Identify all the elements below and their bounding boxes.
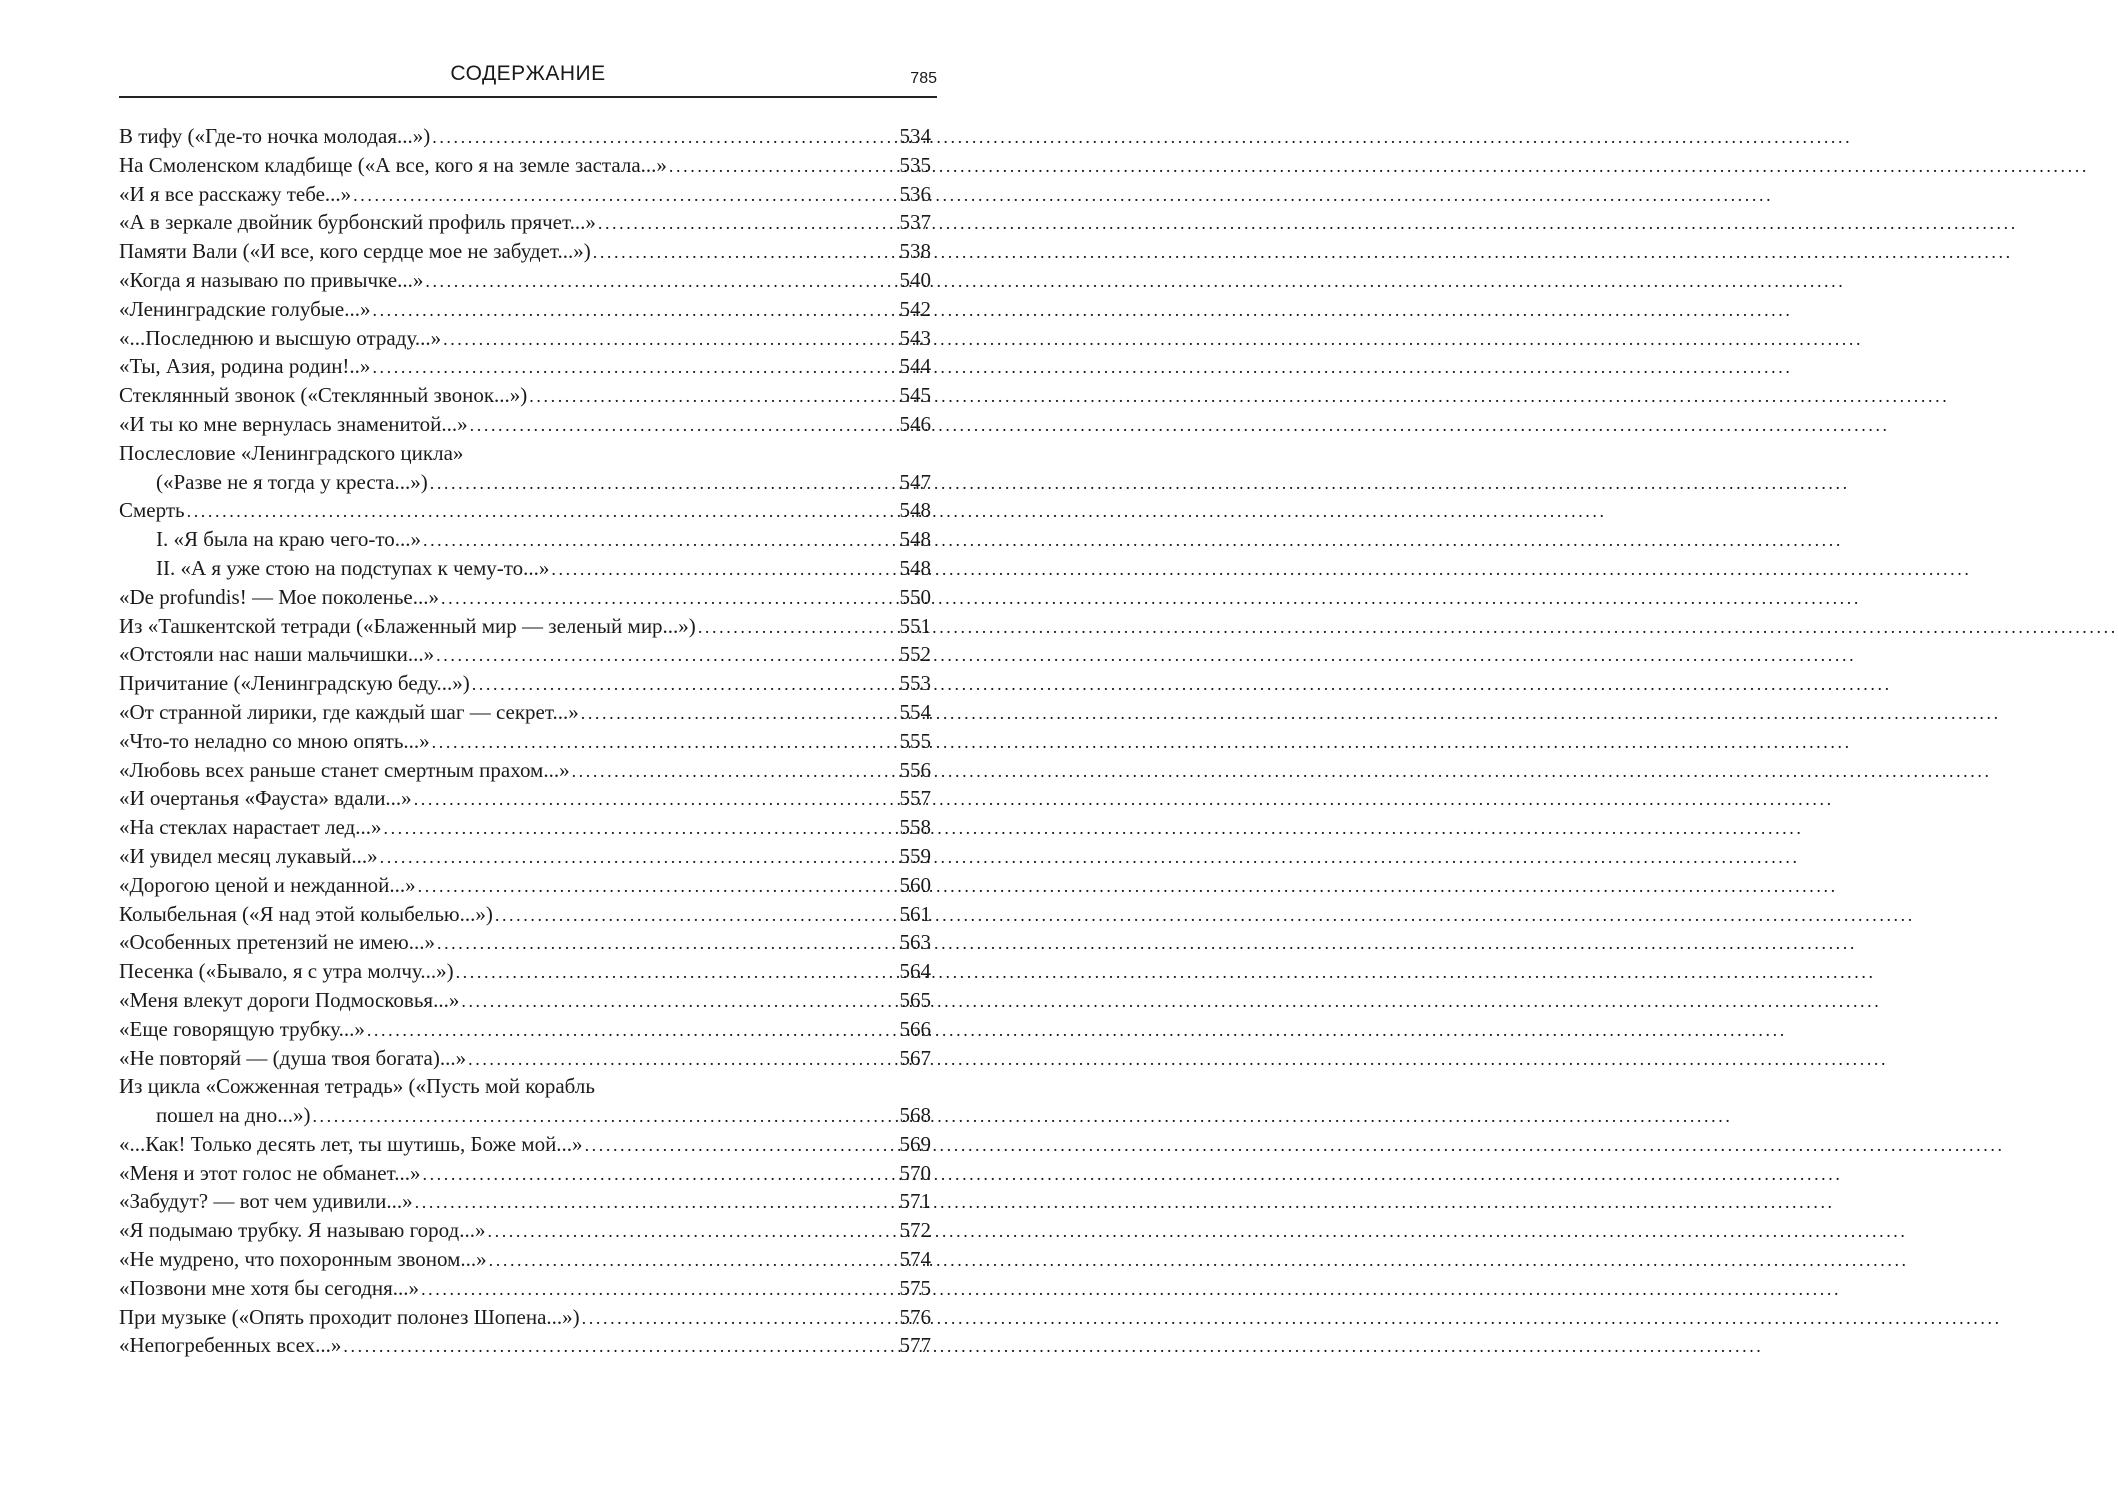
toc-entry: [119, 614, 931, 643]
page-title: СОДЕРЖАНИЕ: [450, 62, 606, 85]
table-of-contents: [119, 124, 931, 1362]
toc-entry: [119, 729, 931, 758]
toc-entry-title: I. «Я была на краю чего-то...»: [156, 527, 421, 552]
dot-leader: [529, 386, 897, 407]
toc-entry: [119, 527, 931, 556]
toc-entry: [119, 498, 931, 527]
toc-entry-title: Памяти Вали («И все, кого сердце мое не забудет...»): [119, 239, 591, 264]
page-number: 785: [910, 70, 937, 87]
toc-entry-title: «Ленинградские голубые...»: [119, 296, 371, 321]
dot-leader: [353, 185, 897, 206]
toc-entry: [119, 441, 931, 470]
toc-entry-title: «Ты, Азия, родина родин!..»: [119, 354, 371, 379]
toc-entry: [119, 1017, 931, 1046]
toc-entry-page: 543: [899, 325, 931, 350]
toc-entry-page: 560: [899, 872, 931, 897]
dot-leader: [443, 329, 897, 350]
toc-entry: [119, 873, 931, 902]
dot-leader: [436, 645, 897, 666]
toc-entry-page: 542: [899, 296, 931, 321]
toc-entry: [119, 1333, 931, 1362]
toc-entry-page: 568: [899, 1103, 931, 1128]
toc-entry-title: «И очертанья «Фауста» вдали...»: [119, 786, 412, 811]
toc-entry-page: 558: [899, 815, 931, 840]
toc-entry-page: 557: [899, 786, 931, 811]
toc-entry-page: 553: [899, 671, 931, 696]
toc-entry-page: 548: [899, 527, 931, 552]
dot-leader: [598, 213, 898, 234]
dot-leader: [572, 761, 898, 782]
toc-entry: [119, 1247, 931, 1276]
toc-entry: [119, 786, 931, 815]
toc-entry: [119, 988, 931, 1017]
toc-entry: [119, 815, 931, 844]
dot-leader: [581, 703, 898, 724]
toc-entry-page: 548: [899, 498, 931, 523]
toc-entry-page: 561: [899, 901, 931, 926]
dot-leader: [343, 1336, 897, 1357]
dot-leader: [187, 501, 898, 522]
toc-entry: [119, 642, 931, 671]
toc-entry: [119, 930, 931, 959]
toc-entry-page: 570: [899, 1160, 931, 1185]
toc-entry-title: «И увидел месяц лукавый...»: [119, 843, 378, 868]
toc-entry: [119, 1276, 931, 1305]
toc-entry-page: 546: [899, 411, 931, 436]
toc-entry-title: Смерть: [119, 498, 185, 523]
dot-leader: [430, 473, 898, 494]
toc-entry: [119, 470, 931, 499]
toc-entry-title: «Непогребенных всех...»: [119, 1333, 342, 1358]
toc-entry: [119, 1046, 931, 1075]
dot-leader: [422, 1164, 897, 1185]
dot-leader: [414, 789, 898, 810]
toc-entry-page: 576: [899, 1304, 931, 1329]
dot-leader: [470, 415, 898, 436]
toc-entry: [119, 1074, 931, 1103]
toc-entry: [119, 268, 931, 297]
toc-entry: [119, 844, 931, 873]
toc-entry-title: Песенка («Бывало, я с утра молчу...»): [119, 959, 454, 984]
dot-leader: [367, 1020, 898, 1041]
toc-entry-page: 534: [899, 124, 931, 148]
toc-entry-page: 551: [899, 613, 931, 638]
dot-leader: [698, 617, 898, 638]
toc-entry: [119, 383, 931, 412]
dot-leader: [468, 1049, 897, 1070]
toc-entry-title: На Смоленском кладбище («А все, кого я на земле застала...»: [119, 152, 667, 177]
dot-leader: [472, 674, 898, 695]
dot-leader: [461, 991, 897, 1012]
dot-leader: [418, 876, 898, 897]
toc-entry-page: 550: [899, 584, 931, 609]
toc-entry: [119, 153, 931, 182]
dot-leader: [593, 242, 898, 263]
toc-entry-page: 555: [899, 728, 931, 753]
toc-entry: [119, 354, 931, 383]
toc-entry-title: «Отстояли нас наши мальчишки...»: [119, 642, 435, 667]
toc-entry-title: «Меня и этот голос не обманет...»: [119, 1160, 421, 1185]
dot-leader: [312, 1106, 897, 1127]
toc-entry-title: «Любовь всех раньше станет смертным прахом...»: [119, 757, 570, 782]
toc-entry: [119, 556, 931, 585]
toc-entry: [119, 671, 931, 700]
toc-entry-title: «De profundis! — Мое поколенье...»: [119, 584, 439, 609]
toc-entry-title: «И ты ко мне вернулась знаменитой...»: [119, 411, 468, 436]
toc-entry-title: «Позвони мне хотя бы сегодня...»: [119, 1275, 420, 1300]
toc-entry-title: «На стеклах нарастает лед...»: [119, 815, 382, 840]
toc-entry-page: 544: [899, 354, 931, 379]
toc-entry-page: 574: [899, 1247, 931, 1272]
dot-leader: [441, 588, 898, 609]
toc-entry: [119, 1305, 931, 1334]
dot-leader: [585, 1135, 898, 1156]
toc-entry: [119, 210, 931, 239]
toc-entry: [119, 1103, 931, 1132]
toc-entry-title: «От странной лирики, где каждый шаг — секрет...»: [119, 699, 579, 724]
dot-leader: [432, 127, 897, 148]
toc-entry: [119, 239, 931, 268]
toc-entry-title: «Я подымаю трубку. Я называю город...»: [119, 1218, 486, 1243]
toc-entry-page: 540: [899, 267, 931, 292]
toc-entry-title: «Еще говорящую трубку...»: [119, 1016, 365, 1041]
toc-entry-page: 569: [899, 1131, 931, 1156]
dot-leader: [423, 530, 898, 551]
toc-entry: [119, 1218, 931, 1247]
toc-entry-title: «...Как! Только десять лет, ты шутишь, Боже мой...»: [119, 1131, 583, 1156]
toc-entry-title: «Что-то неладно со мною опять...»: [119, 728, 430, 753]
toc-entry-page: 537: [899, 210, 931, 235]
toc-entry-title: «Когда я называю по привычке...»: [119, 267, 424, 292]
toc-entry-page: 566: [899, 1016, 931, 1041]
dot-leader: [437, 933, 898, 954]
toc-entry: [119, 1132, 931, 1161]
dot-leader: [415, 1192, 898, 1213]
toc-entry: [119, 124, 931, 153]
toc-entry: [119, 297, 931, 326]
toc-entry-page: 535: [899, 152, 931, 177]
dot-leader: [669, 156, 898, 177]
toc-entry-page: 545: [899, 383, 931, 408]
toc-entry-title: «Забудут? — вот чем удивили...»: [119, 1189, 413, 1214]
dot-leader: [372, 300, 897, 321]
toc-entry-page: 559: [899, 843, 931, 868]
toc-entry-title: «Дорогою ценой и нежданной...»: [119, 872, 416, 897]
toc-entry-page: 577: [899, 1333, 931, 1358]
toc-entry-title: «Меня влекут дороги Подмосковья...»: [119, 987, 460, 1012]
toc-entry: [119, 585, 931, 614]
dot-leader: [432, 732, 898, 753]
toc-entry-page: 538: [899, 239, 931, 264]
toc-entry-title: При музыке («Опять проходит полонез Шопена...»): [119, 1304, 580, 1329]
toc-entry-title: Причитание («Ленинградскую беду...»): [119, 671, 470, 696]
toc-entry-page: 572: [899, 1218, 931, 1243]
dot-leader: [489, 1250, 898, 1271]
toc-entry-title: («Разве не я тогда у креста...»): [156, 469, 428, 494]
page-header: [119, 58, 937, 98]
toc-entry-title: Из «Ташкентской тетради («Блаженный мир — зеленый мир...»): [119, 613, 696, 638]
toc-entry-title: «Не повторяй — (душа твоя богата)...»: [119, 1045, 467, 1070]
toc-entry-page: 564: [899, 959, 931, 984]
toc-entry-page: 565: [899, 987, 931, 1012]
dot-leader: [582, 1308, 898, 1329]
toc-entry-title: II. «А я уже стою на подступах к чему-то...»: [156, 555, 550, 580]
dot-leader: [421, 1279, 897, 1300]
toc-entry-page: 556: [899, 757, 931, 782]
toc-entry: [119, 326, 931, 355]
toc-entry-title: «И я все расскажу тебе...»: [119, 181, 352, 206]
dot-leader: [551, 559, 897, 580]
toc-entry: [119, 412, 931, 441]
toc-entry-title: В тифу («Где-то ночка молодая...»): [119, 124, 431, 148]
toc-entry-page: 536: [899, 181, 931, 206]
toc-entry-title: Стеклянный звонок («Стеклянный звонок...»): [119, 383, 528, 408]
toc-entry-title: Послесловие «Ленинградского цикла»: [119, 440, 464, 465]
toc-entry-page: 563: [899, 930, 931, 955]
toc-entry-page: 571: [899, 1189, 931, 1214]
toc-entry: [119, 959, 931, 988]
dot-leader: [380, 847, 898, 868]
toc-entry-page: 567: [899, 1045, 931, 1070]
toc-entry-page: 552: [899, 642, 931, 667]
dot-leader: [383, 818, 897, 839]
toc-entry-title: Колыбельная («Я над этой колыбелью...»): [119, 901, 493, 926]
toc-entry: [119, 700, 931, 729]
toc-entry: [119, 182, 931, 211]
toc-entry-page: 554: [899, 699, 931, 724]
toc-entry-page: 547: [899, 469, 931, 494]
dot-leader: [425, 271, 897, 292]
dot-leader: [495, 905, 898, 926]
toc-entry: [119, 902, 931, 931]
toc-entry-title: «...Последнюю и высшую отраду...»: [119, 325, 442, 350]
toc-entry-title: Из цикла «Сожженная тетрадь» («Пусть мой корабль: [119, 1074, 595, 1099]
toc-entry-page: 575: [899, 1275, 931, 1300]
toc-entry-title: «Особенных претензий не имею...»: [119, 930, 435, 955]
dot-leader: [372, 357, 897, 378]
toc-entry-title: «Не мудрено, что похоронным звоном...»: [119, 1247, 487, 1272]
toc-entry-page: 548: [899, 555, 931, 580]
toc-entry: [119, 758, 931, 787]
dot-leader: [456, 962, 898, 983]
toc-entry-title: «А в зеркале двойник бурбонский профиль прячет...»: [119, 210, 596, 235]
toc-entry: [119, 1189, 931, 1218]
toc-entry-title: пошел на дно...»): [156, 1103, 311, 1128]
dot-leader: [488, 1221, 898, 1242]
toc-entry: [119, 1161, 931, 1190]
